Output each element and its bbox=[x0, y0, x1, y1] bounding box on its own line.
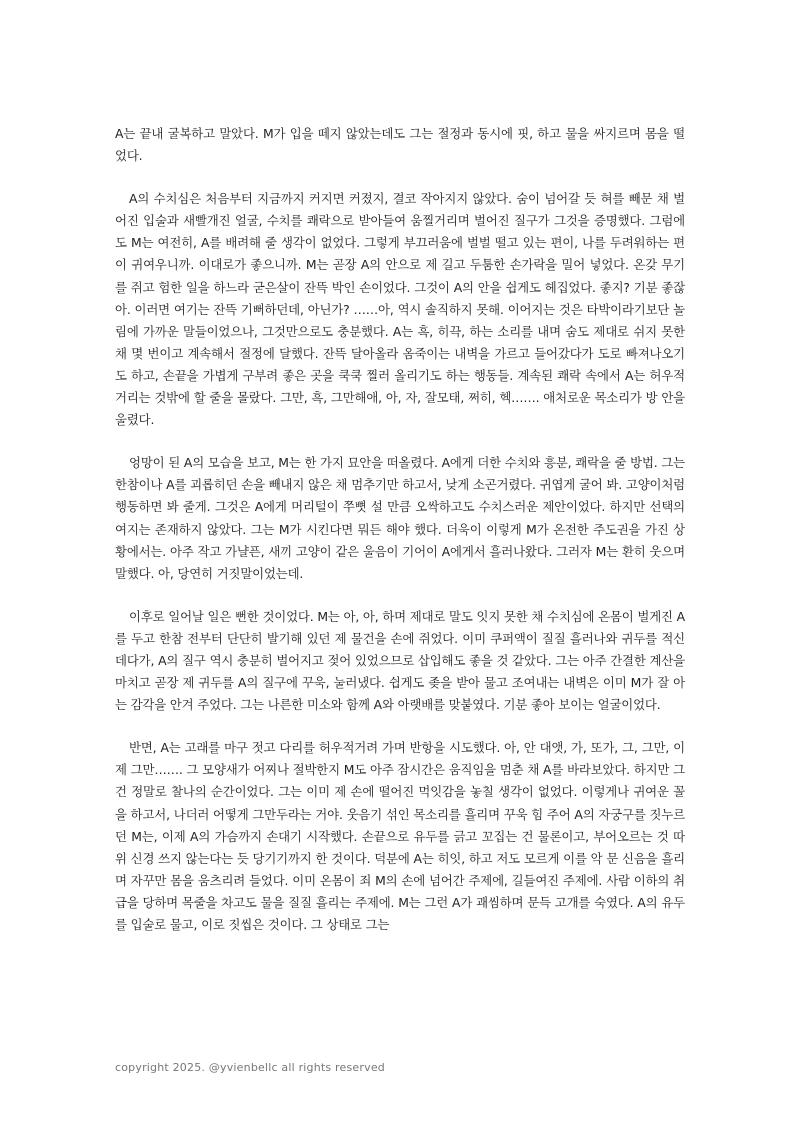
copyright-footer: copyright 2025. @yvienbellc all rights reserved bbox=[115, 1061, 385, 1074]
document-body bbox=[115, 123, 685, 957]
paragraph-2: A의 수치심은 처음부터 지금까지 커지면 커졌지, 결코 작아지지 않았다. 숨이 넘어갈 듯 혀를 빼문 채 벌어진 입술과 새빨개진 얼굴, 수치를 쾌락으로 받아들여 움찔거리며 벌어진 질구가 그것을 증명했다. 그럼에도 M는 여전히, A를 배려해 줄 생각이 없었다. 그렇게 부끄러움에 벌벌 떨고 있는 편이, 나를 두려워하는 편이 귀여우니까. 이대로가 좋으니까. M는 곧장 A의 안으로 제 길고 두툼한 손가락을 밀어 넣었다. 온갖 무기를 쥐고 험한 일을 하느라 굳은살이 잔뜩 박인 손이었다. 그것이 A의 안을 쉽게도 헤집었다. 좋지? 기분 좋잖아. 이러면 여기는 잔뜩 기뻐하던데, 아닌가? ……아, 역시 솔직하지 못해. 이어지는 것은 타박이라기보단 놀림에 가까운 말들이었으나, 그것만으로도 충분했다. A는 흑, 히끅, 하는 소리를 내며 숨도 제대로 쉬지 못한 채 몇 번이고 계속해서 절정에 달했다. 잔뜩 달아올라 옴죽이는 내벽을 가르고 들어갔다가 도로 빠져나오기도 하고, 손끝을 가볍게 구부려 좋은 곳을 쿡쿡 찔러 올리기도 하는 행동들. 계속된 쾌락 속에서 A는 허우적거리는 것밖에 할 줄을 몰랐다. 그만, 흑, 그만해애, 아, 자, 잘모태, 쩌히, 헥……. 애처로운 목소리가 방 안을 울렸다. bbox=[115, 191, 685, 428]
paragraph-1: A는 끝내 굴복하고 말았다. M가 입을 떼지 않았는데도 그는 절정과 동시에 핏, 하고 물을 싸지르며 몸을 떨었다. bbox=[115, 126, 685, 164]
paragraph-5: 반면, A는 고래를 마구 젓고 다리를 허우적거려 가며 반항을 시도했다. 아, 안 대앳, 가, 또가, 그, 그만, 이제 그만……. 그 모양새가 어찌나 절박한지 M도 아주 잠시간은 움직임을 멈춘 채 A를 바라보았다. 하지만 그건 정말로 찰나의 순간이었다. 그는 이미 제 손에 떨어진 먹잇감을 놓칠 생각이 없었다. 이렇게나 귀여운 꼴을 하고서, 나더러 어떻게 그만두라는 거야. 웃음기 섞인 목소리를 흘리며 꾸욱 힘 주어 A의 자궁구를 짓누르던 M는, 이제 A의 가슴까지 손대기 시작했다. 손끝으로 유두를 긁고 꼬집는 건 물론이고, 부어오르는 것 따위 신경 쓰지 않는다는 듯 당기기까지 한 것이다. 덕분에 A는 히잇, 하고 저도 모르게 이를 악 문 신음을 흘리며 자꾸만 몸을 움츠리려 들었다. 이미 온몸이 죄 M의 손에 넘어간 주제에, 길들여진 주제에. 사람 이하의 취급을 당하며 목줄을 차고도 물을 질질 흘리는 주제에. M는 그런 A가 괘씸하며 문득 고개를 숙였다. A의 유두를 입술로 물고, 이로 짓씹은 것이다. 그 상태로 그는 bbox=[115, 740, 685, 932]
paragraph-4: 이후로 일어날 일은 뻔한 것이었다. M는 아, 아, 하며 제대로 말도 잇지 못한 채 수치심에 온몸이 벌게진 A를 두고 한참 전부터 단단히 발기해 있던 제 물건을 손에 쥐었다. 이미 쿠퍼액이 질질 흘러나와 귀두를 적신 데다가, A의 질구 역시 충분히 벌어지고 젖어 있었으므로 삽입해도 좋을 것 같았다. 그는 아주 간결한 계산을 마치고 곧장 제 귀두를 A의 질구에 꾸욱, 눌러냈다. 쉽게도 좆을 받아 물고 조여내는 내벽은 이미 M가 잘 아는 감각을 안겨 주었다. 그는 나른한 미소와 함께 A와 아랫배를 맞붙였다. 기분 좋아 보이는 얼굴이었다. bbox=[115, 608, 685, 713]
paragraph-3: 엉망이 된 A의 모습을 보고, M는 한 가지 묘안을 떠올렸다. A에게 더한 수치와 흥분, 쾌락을 줄 방법. 그는 한참이나 A를 괴롭히던 손을 빼내지 않은 채 멈추기만 하고서, 낮게 소곤거렸다. 귀엽게 굴어 봐. 고양이처럼 행동하면 봐 줄게. 그것은 A에게 머리털이 쭈뼛 설 만큼 오싹하고도 수치스러운 제안이었다. 하지만 선택의 여지는 존재하지 않았다. 그는 M가 시킨다면 뭐든 해야 했다. 더욱이 이렇게 M가 온전한 주도권을 가진 상황에서는. 아주 작고 가냘픈, 새끼 고양이 같은 울음이 기어이 A에게서 흘러나왔다. 그러자 M는 환히 웃으며 말했다. 아, 당연히 거짓말이었는데. bbox=[115, 455, 685, 581]
